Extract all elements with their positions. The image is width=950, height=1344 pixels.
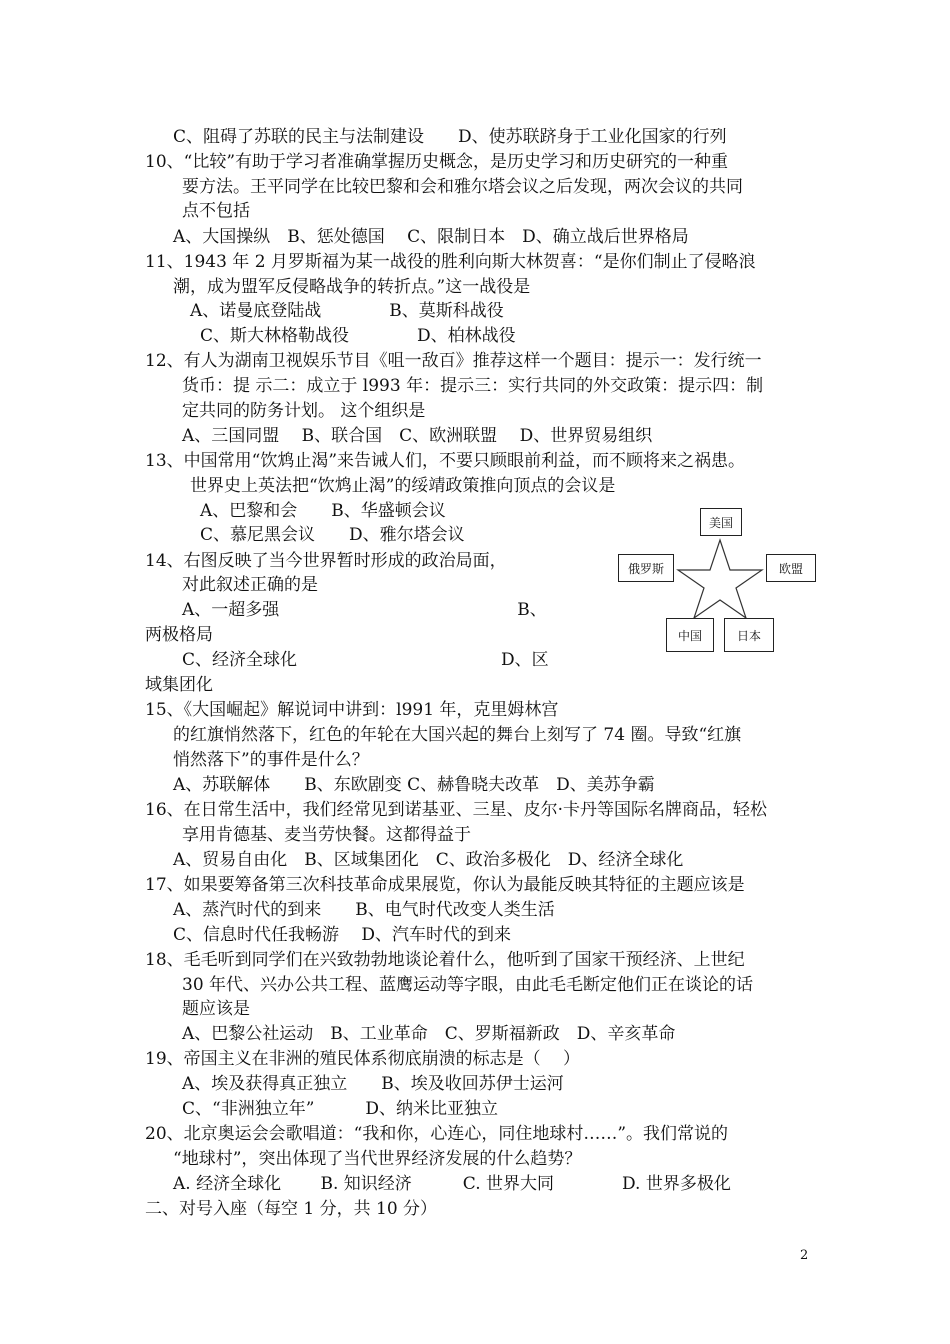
text-line: C、“非洲独立年” D、纳米比亚独立	[182, 1099, 499, 1119]
text-line: A、埃及获得真正独立 B、埃及收回苏伊士运河	[182, 1074, 564, 1094]
text-line: 17、如果要筹备第三次科技革命成果展览，你认为最能反映其特征的主题应该是	[145, 875, 745, 895]
text-line: 世界史上英法把“饮鸩止渴”的绥靖政策推向顶点的会议是	[190, 476, 616, 496]
text-line: 两极格局	[145, 625, 213, 645]
text-line: C、慕尼黑会议 D、雅尔塔会议	[200, 525, 465, 545]
world-pattern-diagram	[618, 508, 822, 654]
text-line: C、信息时代任我畅游 D、汽车时代的到来	[173, 925, 512, 945]
text-line: A. 经济全球化 B. 知识经济 C. 世界大同 D. 世界多极化	[173, 1174, 731, 1194]
text-line: 二、对号入座（每空 1 分，共 10 分）	[145, 1199, 438, 1219]
text-line: A、贸易自由化 B、区域集团化 C、政治多极化 D、经济全球化	[173, 850, 684, 870]
text-line: 12、有人为湖南卫视娱乐节目《咀一敌百》推荐这样一个题目：提示一：发行统一	[145, 351, 762, 371]
diagram-box-usa: 美国	[700, 508, 742, 536]
text-line: 享用肯德基、麦当劳快餐。这都得益于	[182, 825, 471, 845]
text-line: 20、北京奥运会会歌唱道：“我和你，心连心，同住地球村……”。我们常说的	[145, 1124, 729, 1144]
text-line: 货币：提 示二：成立于 l993 年：提示三：实行共同的外交政策：提示四：制	[182, 376, 764, 396]
text-line: A、三国同盟 B、联合国 C、欧洲联盟 D、世界贸易组织	[182, 426, 653, 446]
text-line: 点不包括	[182, 201, 250, 221]
text-line: 要方法。王平同学在比较巴黎和会和雅尔塔会议之后发现，两次会议的共同	[182, 177, 743, 197]
page-number: 2	[800, 1248, 809, 1263]
text-line: 30 年代、兴办公共工程、蓝鹰运动等字眼，由此毛毛断定他们正在谈论的话	[182, 975, 754, 995]
text-line: 定共同的防务计划。 这个组织是	[182, 401, 426, 421]
diagram-box-eu: 欧盟	[766, 554, 816, 582]
text-line: A、大国操纵 B、惩处德国 C、限制日本 D、确立战后世界格局	[173, 227, 689, 247]
text-line: 10、“比较”有助于学习者准确掌握历史概念，是历史学习和历史研究的一种重	[145, 152, 729, 172]
diagram-box-japan: 日本	[724, 618, 774, 652]
text-line: 悄然落下”的事件是什么？	[173, 750, 369, 770]
text-line: A、一超多强 B、	[182, 600, 547, 620]
diagram-box-russia: 俄罗斯	[618, 554, 674, 582]
text-line: A、诺曼底登陆战 B、莫斯科战役	[190, 301, 504, 321]
text-line: A、巴黎公社运动 B、工业革命 C、罗斯福新政 D、辛亥革命	[182, 1024, 676, 1044]
text-line: C、斯大林格勒战役 D、柏林战役	[200, 326, 516, 346]
text-line: 19、帝国主义在非洲的殖民体系彻底崩溃的标志是（ ）	[145, 1049, 581, 1069]
text-line: A、苏联解体 B、东欧剧变 C、赫鲁晓夫改革 D、美苏争霸	[173, 775, 655, 795]
text-line: 15、《大国崛起》解说词中讲到：l991 年，克里姆林宫	[145, 700, 559, 720]
text-line: 域集团化	[145, 675, 213, 695]
text-line: 题应该是	[182, 999, 250, 1019]
text-line: A、蒸汽时代的到来 B、电气时代改变人类生活	[173, 900, 555, 920]
text-line: 18、毛毛听到同学们在兴致勃勃地谈论着什么，他听到了国家干预经济、上世纪	[145, 950, 745, 970]
text-line: 14、右图反映了当今世界暂时形成的政治局面，	[145, 551, 507, 571]
text-line: A、巴黎和会 B、华盛顿会议	[200, 501, 446, 521]
text-line: 潮，成为盟军反侵略战争的转折点。”这一战役是	[173, 277, 531, 297]
text-line: “地球村”，突出体现了当代世界经济发展的什么趋势？	[173, 1149, 582, 1169]
text-line: 的红旗悄然落下，红色的年轮在大国兴起的舞台上刻写了 74 圈。导致“红旗	[173, 725, 742, 745]
diagram-box-china: 中国	[666, 618, 714, 652]
text-line: 11、1943 年 2 月罗斯福为某一战役的胜利向斯大林贺喜：“是你们制止了侵略浪	[145, 252, 756, 272]
text-line: C、经济全球化 D、区	[182, 650, 549, 670]
text-line: 13、中国常用“饮鸩止渴”来告诫人们，不要只顾眼前利益，而不顾将来之祸患。	[145, 451, 746, 471]
text-line: 对此叙述正确的是	[182, 575, 318, 595]
text-line: C、阻碍了苏联的民主与法制建设 D、使苏联跻身于工业化国家的行列	[173, 127, 727, 147]
text-line: 16、在日常生活中，我们经常见到诺基亚、三星、皮尔·卡丹等国际名牌商品，轻松	[145, 800, 768, 820]
